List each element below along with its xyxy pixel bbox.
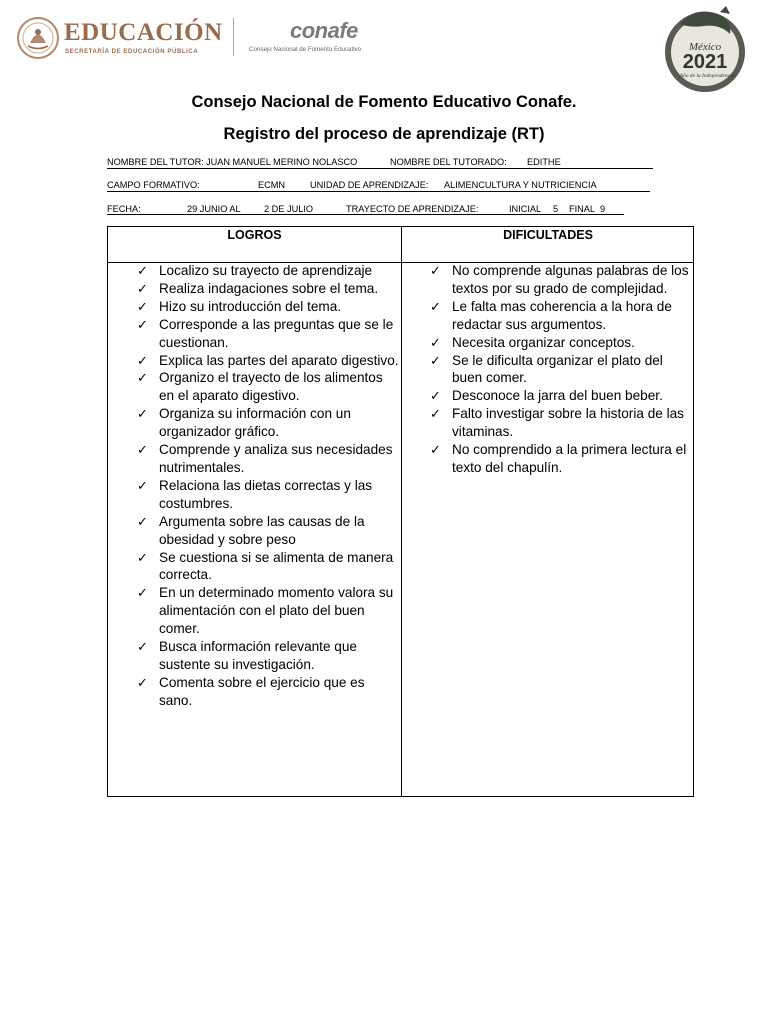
list-item [430,298,692,334]
sep-subtitle: SECRETARÍA DE EDUCACIÓN PÚBLICA [65,49,199,55]
list-item [137,513,399,549]
unidad-value: ALIMENCULTURA Y NUTRICIENCIA [444,180,597,190]
list-item [137,316,399,352]
checkmark-icon: ✓ [430,442,441,458]
tutorado-label: NOMBRE DEL TUTORADO: [390,157,507,167]
unidad-label: UNIDAD DE APRENDIZAJE: [310,180,429,190]
list-item-text: Falto investigar sobre la historia de las vitaminas. [452,406,684,440]
list-item [430,334,692,352]
conafe-logo-text: conafe [290,18,358,43]
column-divider [401,227,402,796]
fecha-label: FECHA: [107,204,141,214]
fecha-end: 2 DE JULIO [264,204,314,214]
list-item-text: Explica las partes del aparato digestivo. [159,352,399,368]
info-underline [107,191,650,192]
checkmark-icon: ✓ [430,388,441,404]
list-item-text: En un determinado momento valora su alimentación con el plato del buen comer. [159,585,394,637]
list-item-text: Relaciona las dietas correctas y las costumbres. [159,477,373,511]
column-header-logros: LOGROS [227,228,282,242]
list-item [137,674,399,710]
info-underline [107,214,624,215]
list-item-text: No comprendido a la primera lectura el texto del chapulín. [452,442,687,475]
checkmark-icon: ✓ [137,352,148,368]
checkmark-icon: ✓ [137,406,148,422]
trayecto-final-label: FINAL [569,204,596,214]
info-underline [107,168,653,169]
educacion-logo-text: EDUCACIÓN [64,19,223,46]
list-item [137,298,399,316]
list-item [430,352,692,388]
trayecto-inicial-label: INICIAL [509,204,542,214]
checkmark-icon: ✓ [137,585,148,601]
checkmark-icon: ✓ [137,280,148,296]
list-item-text: Corresponde a las preguntas que se le cuestionan. [159,316,394,350]
list-item-text: Necesita organizar conceptos. [452,334,635,350]
campo-label: CAMPO FORMATIVO: [107,180,200,190]
checkmark-icon: ✓ [430,352,441,368]
mexican-coat-of-arms-icon [16,16,60,60]
list-item-text: Comprende y analiza sus necesidades nutrimentales. [159,442,393,475]
badge-mexico-text: México [688,41,722,53]
list-item [430,262,692,298]
checkmark-icon: ✓ [430,298,441,314]
list-item-text: No comprende algunas palabras de los textos por su grado de complejidad. [452,263,689,296]
list-item-text: Se le dificulta organizar el plato del buen comer. [452,352,663,386]
list-item-text: Organizo el trayecto de los alimentos en el aparato digestivo. [159,370,383,404]
document-title: Consejo Nacional de Fomento Educativo Conafe. [191,93,577,111]
checkmark-icon: ✓ [137,513,148,529]
checkmark-icon: ✓ [430,406,441,422]
column-header-dificultades: DIFICULTADES [503,228,593,242]
checkmark-icon: ✓ [430,263,441,278]
list-item [137,280,399,298]
list-item [430,387,692,405]
checkmark-icon: ✓ [137,316,148,332]
checkmark-icon: ✓ [137,298,148,314]
checkmark-icon: ✓ [137,442,148,458]
tutor-value: JUAN MANUEL MERINO NOLASCO [206,157,358,167]
list-item [430,441,692,477]
logo-divider [233,18,234,56]
list-item-text: Desconoce la jarra del buen beber. [452,388,663,404]
list-item [137,549,399,585]
list-item [137,405,399,441]
logros-dificultades-table [107,226,694,797]
document-subtitle: Registro del proceso de aprendizaje (RT) [223,125,545,143]
list-item-text: Hizo su introducción del tema. [159,298,342,314]
badge-subtitle-text: Año de la Independencia [679,73,735,79]
list-item-text: Organiza su información con un organizador gráfico. [159,406,351,440]
list-item [137,638,399,674]
list-item [137,584,399,638]
conafe-subtitle: Consejo Nacional de Fomento Educativo [249,46,362,53]
checkmark-icon: ✓ [137,477,148,493]
list-item-text: Busca información relevante que sustente su investigación. [159,639,357,672]
list-item [137,441,399,477]
list-item-text: Se cuestiona si se alimenta de manera correcta. [159,549,394,583]
tutorado-value: EDITHE [527,157,561,167]
checkmark-icon: ✓ [137,674,148,690]
checkmark-icon: ✓ [430,334,441,350]
list-item-text: Comenta sobre el ejercicio que es sano. [159,674,365,708]
dificultades-list [430,262,692,477]
logros-list [137,262,399,710]
list-item [137,352,399,370]
checkmark-icon: ✓ [137,549,148,565]
checkmark-icon: ✓ [137,263,148,278]
list-item [430,405,692,441]
checkmark-icon: ✓ [137,370,148,386]
list-item [137,477,399,513]
list-item [137,262,399,280]
tutor-label: NOMBRE DEL TUTOR: [107,157,204,167]
campo-value: ECMN [258,180,286,190]
trayecto-label: TRAYECTO DE APRENDIZAJE: [346,204,479,214]
list-item [137,369,399,405]
list-item-text: Argumenta sobre las causas de la obesidad y sobre peso [159,513,365,547]
fecha-start: 29 JUNIO AL [187,204,241,214]
badge-year-text: 2021 [682,51,728,73]
list-item-text: Realiza indagaciones sobre el tema. [159,280,379,296]
mexico-2021-badge-icon [660,4,750,94]
list-item-text: Localizo su trayecto de aprendizaje [159,263,373,278]
trayecto-final-value: 9 [600,204,606,214]
checkmark-icon: ✓ [137,639,148,655]
trayecto-inicial-value: 5 [553,204,559,214]
list-item-text: Le falta mas coherencia a la hora de redactar sus argumentos. [452,298,672,332]
document-header [0,0,768,96]
